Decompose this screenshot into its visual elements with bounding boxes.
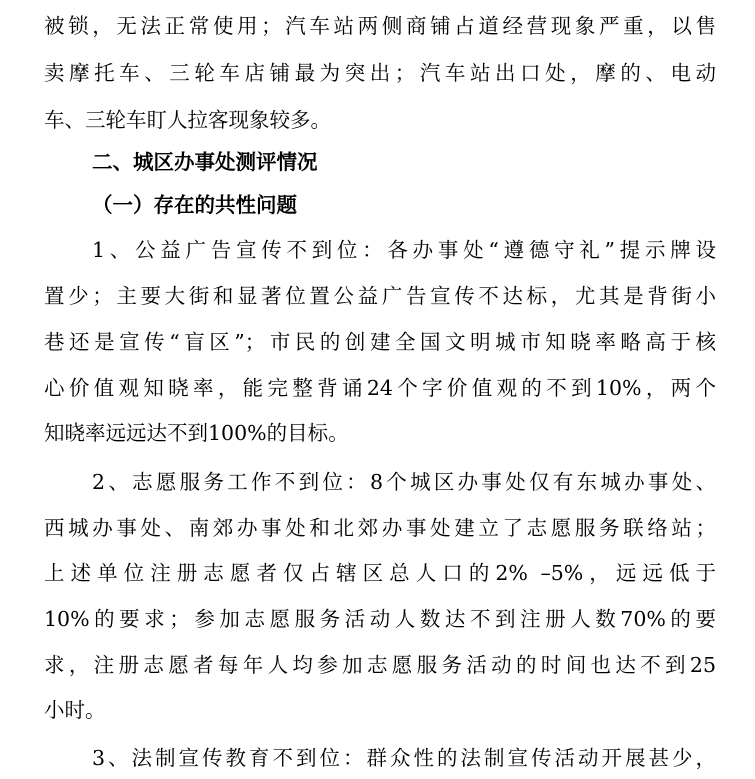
body-line-3: 车、三轮车盯人拉客现象较多。 [44, 108, 331, 132]
subsection-heading: （一）存在的共性问题 [92, 193, 297, 217]
body-line-1: 被锁，无法正常使用；汽车站两侧商铺占道经营现象严重，以售 [44, 14, 716, 38]
item-2-line-5: 求，注册志愿者每年人均参加志愿服务活动的时间也达不到25 [44, 653, 716, 677]
item-2-line-6: 小时。 [44, 698, 106, 722]
item-2-line-2: 西城办事处、南郊办事处和北郊办事处建立了志愿服务联络站； [44, 516, 716, 540]
item-1-line-2: 置少；主要大街和显著位置公益广告宣传不达标，尤其是背街小 [44, 284, 716, 308]
item-3-line-1: 3、法制宣传教育不到位：群众性的法制宣传活动开展甚少， [92, 746, 716, 770]
item-2-line-1: 2、志愿服务工作不到位：8个城区办事处仅有东城办事处、 [92, 470, 716, 494]
item-2-line-4: 10%的要求；参加志愿服务活动人数达不到注册人数70%的要 [44, 607, 716, 631]
item-1-line-1: 1、公益广告宣传不到位：各办事处“遵德守礼”提示牌设 [92, 238, 716, 262]
body-line-2: 卖摩托车、三轮车店铺最为突出；汽车站出口处，摩的、电动 [44, 61, 716, 85]
item-2-line-3: 上述单位注册志愿者仅占辖区总人口的2% –5%，远远低于 [44, 561, 716, 585]
item-1-line-3: 巷还是宣传“盲区”；市民的创建全国文明城市知晓率略高于核 [44, 330, 716, 354]
item-1-line-5: 知晓率远远达不到100%的目标。 [44, 421, 349, 445]
section-heading: 二、城区办事处测评情况 [92, 150, 318, 174]
item-1-line-4: 心价值观知晓率，能完整背诵24个字价值观的不到10%，两个 [44, 376, 716, 400]
